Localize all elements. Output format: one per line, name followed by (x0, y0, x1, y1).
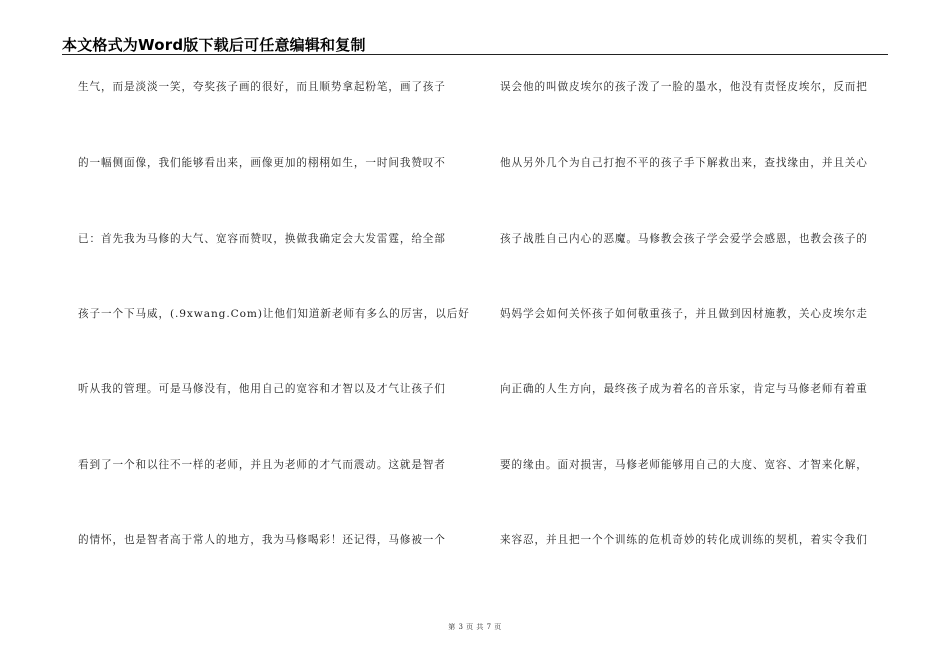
header-divider (62, 54, 888, 55)
text-line: 看到了一个和以往不一样的老师，并且为老师的才气而震动。这就是智者 (78, 459, 446, 471)
text-line: 他从另外几个为自己打抱不平的孩子手下解救出来，查找缘由，并且关心 (500, 157, 868, 169)
text-line: 妈妈学会如何关怀孩子如何敬重孩子，并且做到因材施教，关心皮埃尔走 (500, 308, 868, 320)
text-line: 的一幅侧面像，我们能够看出来，画像更加的栩栩如生，一时间我赞叹不 (78, 157, 446, 169)
text-line: 已：首先我为马修的大气、宽容而赞叹，换做我确定会大发雷霆，给全部 (78, 233, 446, 245)
page-number-footer: 第 3 页 共 7 页 (448, 623, 502, 631)
text-line: 孩子一个下马威，(.9xwang.Com)让他们知道新老师有多么的厉害，以后好 (78, 308, 470, 320)
text-line: 孩子战胜自己内心的恶魔。马修教会孩子学会爱学会感恩，也教会孩子的 (500, 233, 868, 245)
text-line: 听从我的管理。可是马修没有，他用自己的宽容和才智以及才气让孩子们 (78, 383, 446, 395)
text-line: 生气，而是淡淡一笑，夸奖孩子画的很好，而且顺势拿起粉笔，画了孩子 (78, 81, 446, 93)
text-line: 向正确的人生方向，最终孩子成为着名的音乐家，肯定与马修老师有着重 (500, 383, 868, 395)
text-line: 要的缘由。面对损害，马修老师能够用自己的大度、宽容、才智来化解， (500, 459, 868, 471)
document-header-title: 本文格式为Word版下载后可任意编辑和复制 (62, 36, 366, 54)
text-line: 的情怀，也是智者高于常人的地方，我为马修喝彩！还记得，马修被一个 (78, 534, 446, 546)
text-line: 来容忍，并且把一个个训练的危机奇妙的转化成训练的契机，着实令我们 (500, 534, 868, 546)
text-line: 误会他的叫做皮埃尔的孩子泼了一脸的墨水，他没有责怪皮埃尔，反而把 (500, 81, 868, 93)
